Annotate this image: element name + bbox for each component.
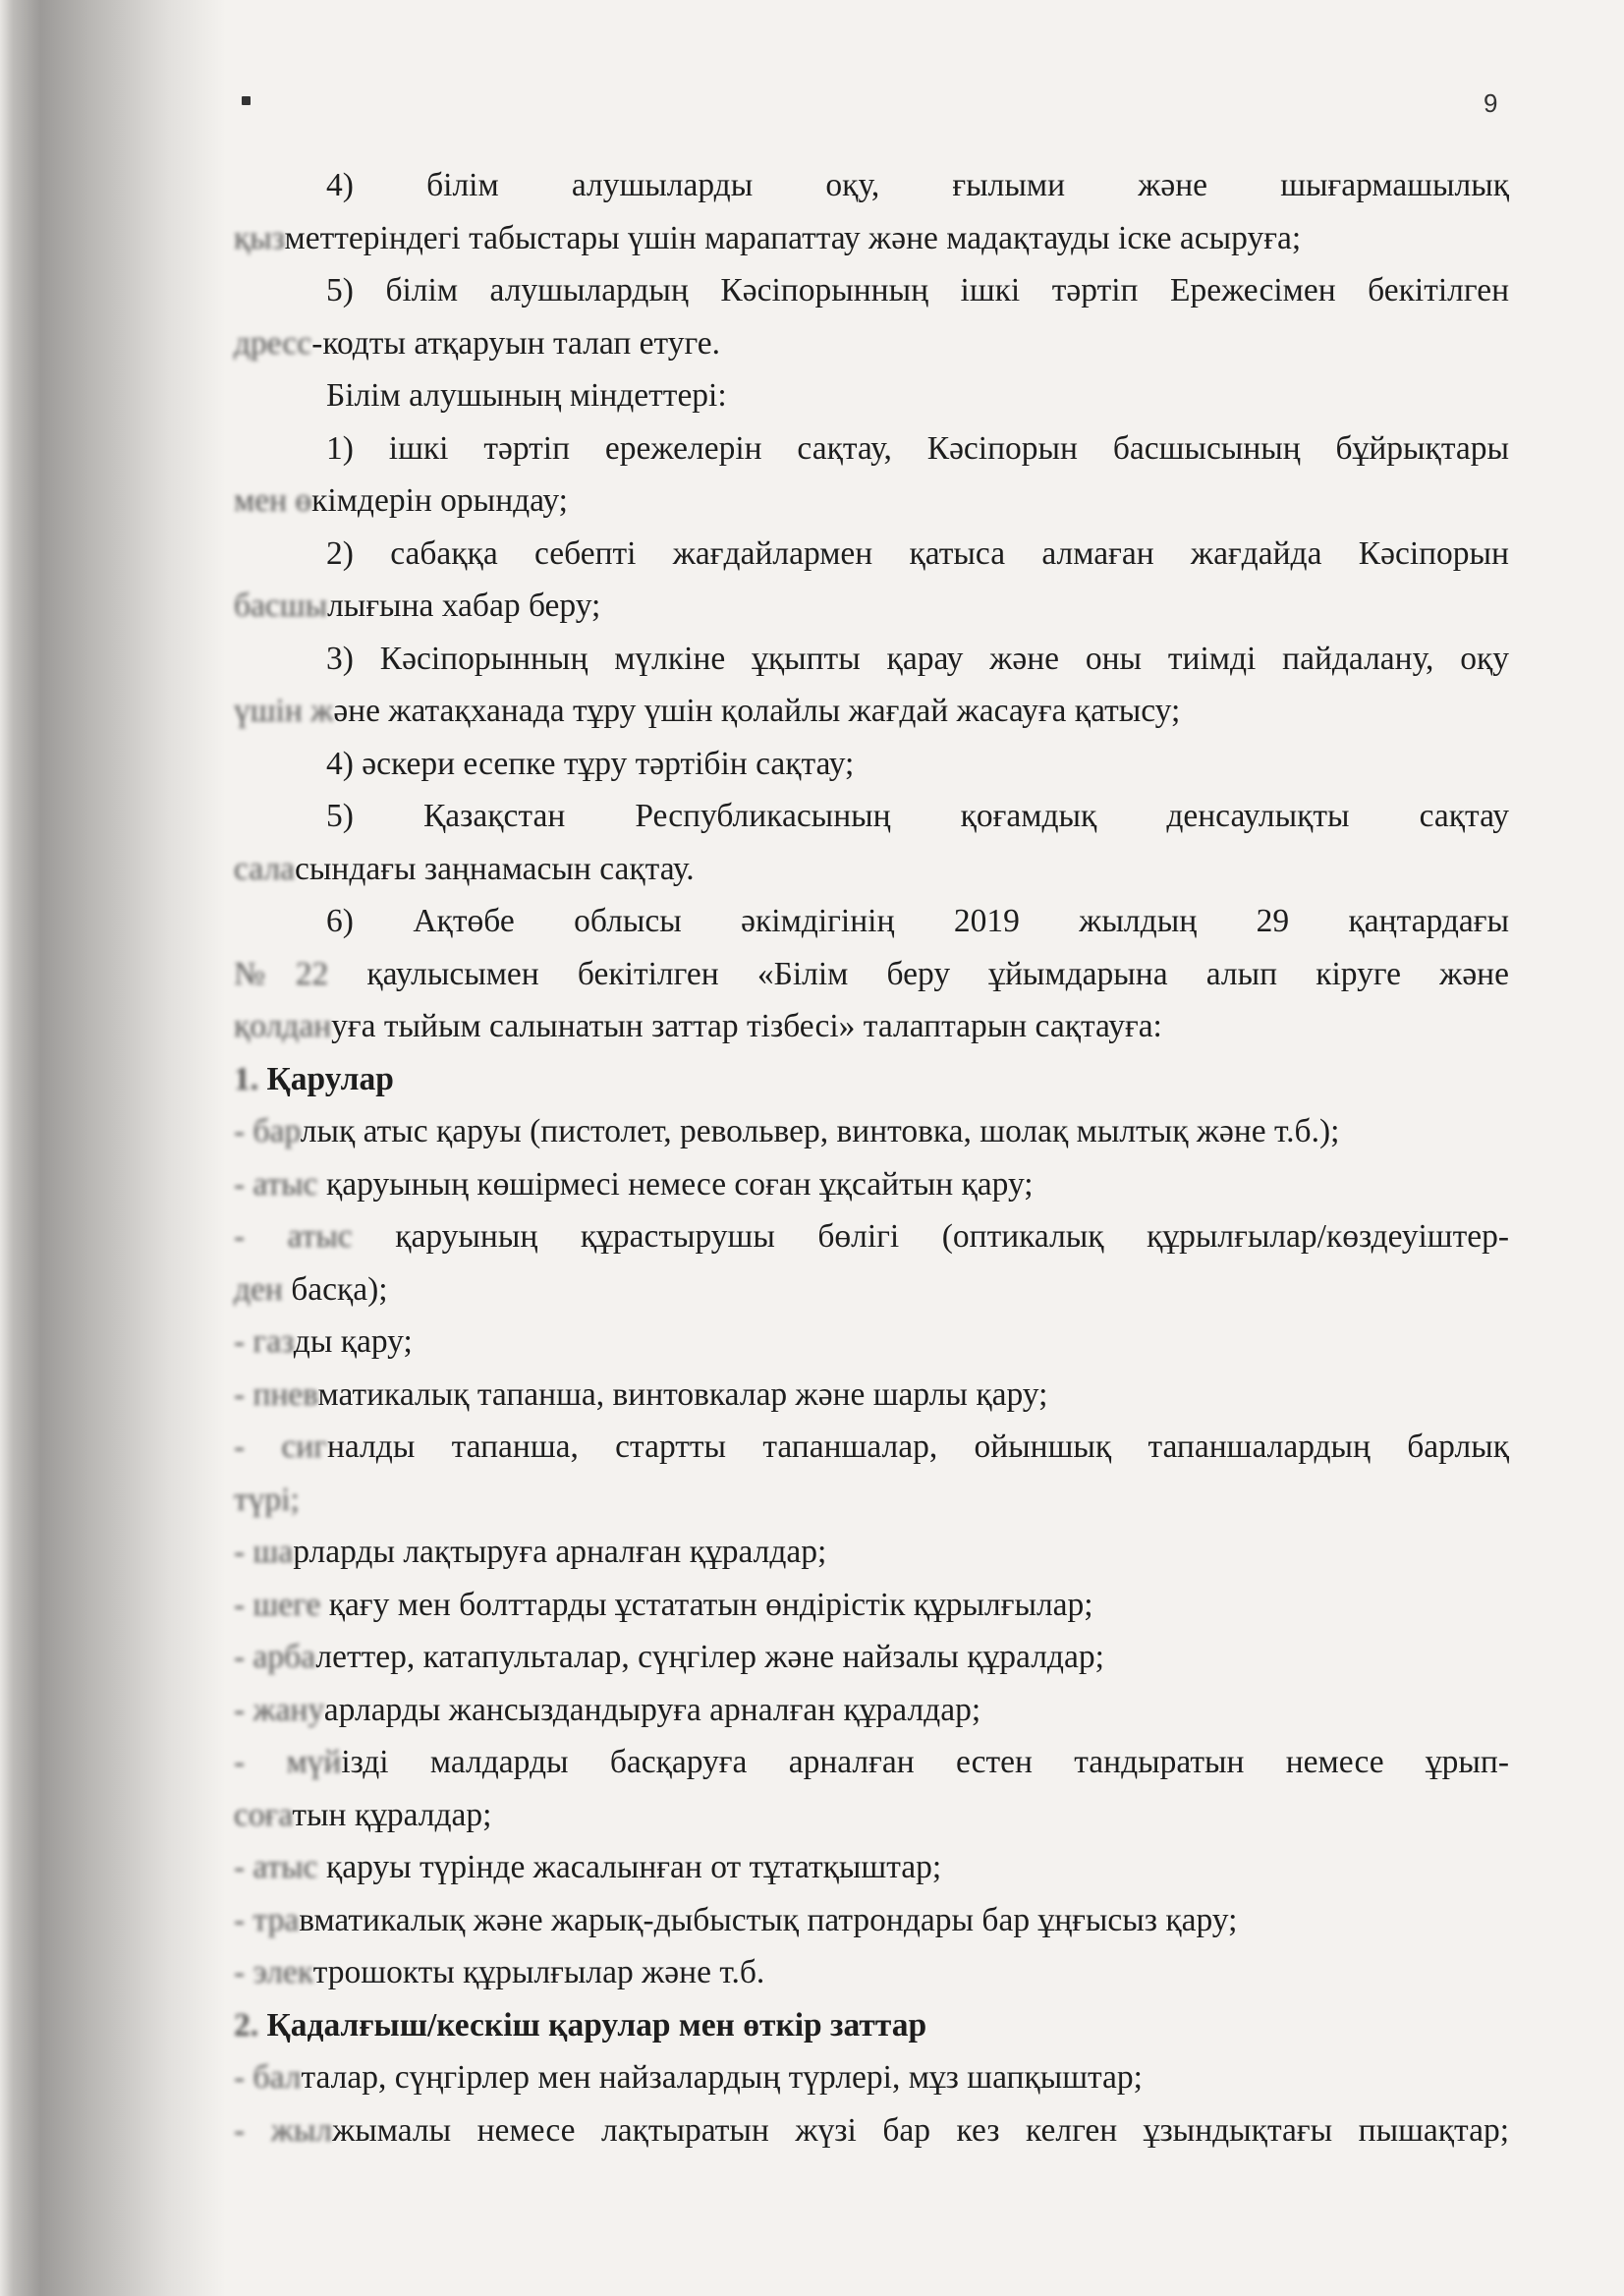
paragraph-line: [234, 895, 1509, 948]
blurred-line-start: - ша: [234, 1534, 294, 1570]
paragraph-line: [234, 422, 1509, 476]
line-text: әне жатақханада тұру үшін қолайлы жағдай жасауға қатысу;: [333, 693, 1181, 729]
blurred-line-start: - жану: [234, 1691, 324, 1728]
line-text: меттеріндегі табыстары үшін марапаттау және мадақтауды іске асыруға;: [284, 219, 1302, 256]
blurred-line-start: - жыл: [234, 2111, 333, 2149]
blurred-line-start: - газ: [234, 1323, 294, 1360]
paragraph-line: [234, 580, 1509, 633]
blurred-line-start: соға: [234, 1796, 293, 1833]
line-text: налды тапанша, стартты тапаншалар, ойыншық тапаншалардың барлық: [326, 1428, 1509, 1465]
line-text: уға тыйым салынатын заттар тізбесі» талаптарын сақтауға:: [331, 1008, 1162, 1044]
line-text: вматикалық және жарық-дыбыстық патрондары бар ұңғысыз қару;: [299, 1901, 1238, 1938]
paragraph-line: [234, 685, 1509, 738]
blurred-line-start: - бар: [234, 1113, 301, 1149]
blurred-line-start: дресс: [234, 324, 312, 362]
paragraph-line: [234, 1789, 1509, 1842]
blurred-line-start: - шеге: [234, 1586, 321, 1623]
section-heading: [234, 1053, 1509, 1106]
paragraph-line: [234, 1316, 1509, 1369]
paragraph-line: [234, 317, 1509, 370]
line-text: лығына хабар беру;: [327, 588, 601, 624]
paragraph-line: [234, 1474, 1509, 1527]
blurred-line-start: ден: [234, 1270, 283, 1308]
binding-shadow: [0, 0, 226, 2296]
paragraph-line: [234, 790, 1509, 843]
scan-speck: [242, 96, 251, 105]
line-text: леттер, катапульталар, сүңгілер және найзалы құралдар;: [315, 1639, 1104, 1675]
page-number: 9: [1484, 88, 1498, 118]
blurred-line-start: - атыс: [234, 1218, 353, 1255]
line-text: трошокты құрылғылар және т.б.: [312, 1954, 765, 1990]
line-text: арларды жансыздандыруға арналған құралдар;: [323, 1691, 981, 1728]
line-text: матикалық тапанша, винтовкалар және шарлы қару;: [317, 1375, 1048, 1413]
paragraph-line: [234, 1210, 1509, 1263]
paragraph-line: [234, 1158, 1509, 1211]
line-text: қаруының көшірмесі немесе соған ұқсайтын қару;: [317, 1165, 1034, 1203]
line-text: 4) білім алушыларды оқу, ғылыми және шығармашылық: [326, 167, 1509, 203]
blurred-line-start: түрі;: [234, 1481, 300, 1518]
document-body: [234, 159, 1509, 2156]
line-text: 5) білім алушылардың Кәсіпорынның ішкі тәртіп Ережесімен бекітілген: [326, 272, 1509, 308]
line-text: Білім алушының міндеттері:: [326, 377, 727, 414]
line-text: 3) Кәсіпорынның мүлкіне ұқыпты қарау және оны тиімді пайдалану, оқу: [326, 640, 1509, 677]
paragraph-line: [234, 1526, 1509, 1579]
line-text: тын құралдар;: [292, 1796, 492, 1833]
line-text: қаулысымен бекітілген «Білім беру ұйымдарына алып кіруге және: [328, 955, 1509, 992]
paragraph-line: [234, 1631, 1509, 1684]
paragraph-line: [234, 528, 1509, 581]
paragraph-line: [234, 843, 1509, 896]
blurred-line-start: №22: [234, 955, 329, 992]
blurred-line-start: басшы: [234, 588, 328, 624]
blurred-line-start: мен ө: [234, 482, 312, 519]
paragraph-line: [234, 1369, 1509, 1422]
blurred-line-start: - тра: [234, 1901, 300, 1938]
blurred-line-start: үшін ж: [234, 693, 334, 729]
paragraph-line: [234, 1105, 1509, 1158]
paragraph-line: [234, 264, 1509, 317]
line-text: Қадалғыш/кескіш қарулар мен өткір заттар: [258, 2006, 927, 2044]
paragraph-line: [234, 1894, 1509, 1947]
blurred-line-start: қолдан: [234, 1008, 332, 1044]
blurred-line-start: 2.: [234, 2006, 259, 2044]
line-text: қаруы түрінде жасалынған от тұтатқыштар;: [317, 1849, 942, 1885]
paragraph-line: [234, 948, 1509, 1001]
blurred-line-start: қыз: [234, 219, 285, 256]
line-text: кімдерін орындау;: [311, 482, 568, 519]
blurred-line-start: - сиг: [234, 1428, 327, 1465]
line-text: 5) Қазақстан Республикасының қоғамдық денсаулықты сақтау: [326, 798, 1509, 834]
line-text: 1) ішкі тәртіп ережелерін сақтау, Кәсіпорын басшысының бұйрықтары: [326, 429, 1509, 467]
blurred-line-start: - мүй: [234, 1744, 342, 1780]
blurred-line-start: - бал: [234, 2059, 302, 2096]
paragraph-line: [234, 1946, 1509, 1999]
paragraph-line: [234, 1421, 1509, 1474]
line-text: ізді малдарды басқаруға арналған естен тандыратын немесе ұрып-: [341, 1744, 1509, 1780]
blurred-line-start: - атыс: [234, 1849, 318, 1885]
paragraph-line: [234, 212, 1509, 265]
line-text: талар, сүңгірлер мен найзалардың түрлері, мұз шапқыштар;: [301, 2059, 1143, 2096]
line-text: қағу мен болттарды ұстататын өндірістік құрылғылар;: [320, 1586, 1093, 1623]
blurred-line-start: 1.: [234, 1060, 259, 1097]
blurred-line-start: сала: [234, 850, 296, 887]
blurred-line-start: - пнев: [234, 1375, 318, 1413]
line-text: рларды лақтыруға арналған құралдар;: [293, 1534, 827, 1570]
paragraph-line: [234, 2051, 1509, 2104]
line-text: 6) Ақтөбе облысы әкімдігінің 2019 жылдың 29 қаңтардағы: [326, 903, 1509, 939]
line-text: лық атыс қаруы (пистолет, револьвер, винтовка, шолақ мылтық және т.б.);: [300, 1113, 1340, 1149]
blurred-line-start: - атыс: [234, 1165, 318, 1203]
blurred-line-start: - арба: [234, 1639, 316, 1675]
line-text: Қарулар: [258, 1060, 394, 1097]
line-text: 2) сабаққа себепті жағдайлармен қатыса алмаған жағдайда Кәсіпорын: [326, 534, 1509, 572]
blurred-line-start: - элек: [234, 1954, 313, 1990]
paragraph-line: [234, 475, 1509, 528]
section-heading: [234, 1999, 1509, 2052]
paragraph-line: [234, 2104, 1509, 2157]
paragraph-line: [234, 1841, 1509, 1894]
paragraph-line: [234, 738, 1509, 791]
line-text: -кодты атқаруын талап етуге.: [311, 324, 721, 362]
line-text: ды қару;: [293, 1323, 413, 1360]
paragraph-line: [234, 633, 1509, 686]
paragraph-line: [234, 1736, 1509, 1789]
line-text: сындағы заңнамасын сақтау.: [295, 850, 695, 887]
paragraph-line: [234, 159, 1509, 212]
line-text: жымалы немесе лақтыратын жүзі бар кез келген ұзындықтағы пышақтар;: [332, 2111, 1510, 2149]
paragraph-line: [234, 1000, 1509, 1053]
line-text: басқа);: [282, 1270, 388, 1308]
line-text: 4) әскери есепке тұру тәртібін сақтау;: [326, 745, 855, 782]
paragraph-line: [234, 1684, 1509, 1737]
paragraph-line: [234, 1263, 1509, 1316]
line-text: қаруының құрастырушы бөлігі (оптикалық құрылғылар/көздеуіштер-: [352, 1218, 1509, 1255]
paragraph-line: [234, 1579, 1509, 1632]
paragraph-line: [234, 369, 1509, 422]
